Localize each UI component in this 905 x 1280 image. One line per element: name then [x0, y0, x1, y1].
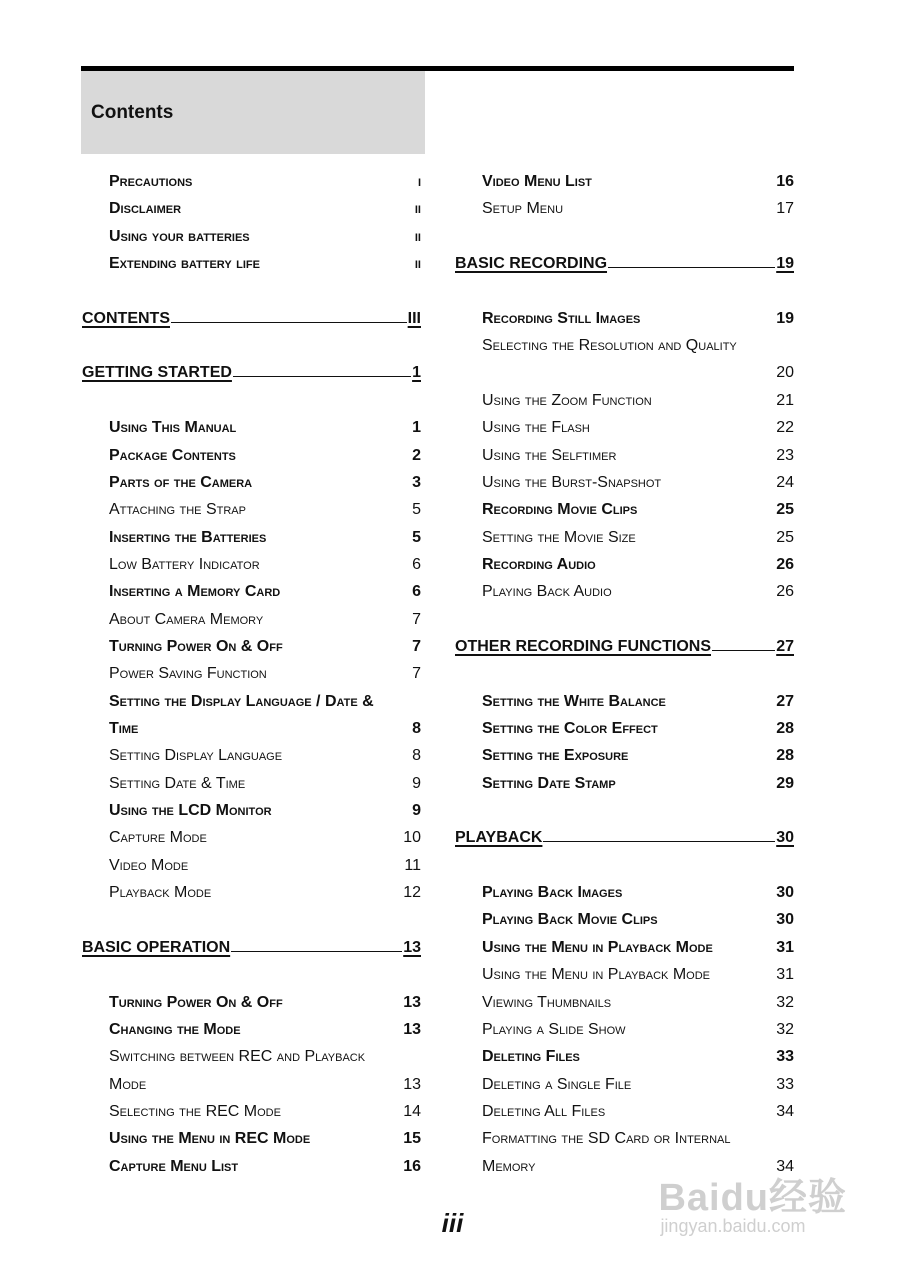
toc-page-number: 32 — [776, 1020, 794, 1038]
toc-page-number: 32 — [776, 993, 794, 1011]
leader-line — [233, 375, 411, 377]
toc-label: Setup Menu — [482, 200, 564, 218]
toc-label: Playing Back Movie Clips — [482, 911, 658, 929]
toc-page-number: 15 — [403, 1130, 421, 1148]
toc-entry[interactable] — [482, 200, 794, 218]
toc-label: About Camera Memory — [109, 610, 264, 628]
toc-section[interactable] — [82, 364, 421, 382]
toc-page-number: i — [417, 173, 421, 190]
toc-label: Using This Manual — [109, 419, 237, 437]
toc-label: Setting the White Balance — [482, 692, 666, 710]
toc-label: Capture Mode — [109, 829, 207, 847]
contents-header — [81, 71, 425, 154]
toc-entry[interactable] — [482, 474, 794, 492]
toc-entry[interactable] — [482, 556, 794, 574]
toc-page-number: 16 — [403, 1157, 421, 1175]
toc-entry[interactable] — [482, 966, 794, 984]
toc-entry[interactable] — [109, 802, 421, 820]
toc-label: Selecting the REC Mode — [109, 1102, 281, 1120]
page-title: Contents — [91, 102, 174, 123]
toc-page-number: 28 — [776, 720, 794, 737]
toc-entry[interactable] — [482, 720, 794, 738]
toc-entry[interactable] — [109, 1076, 421, 1094]
toc-label: Capture Menu List — [109, 1157, 239, 1175]
toc-entry[interactable] — [482, 939, 794, 957]
toc-page-number: 6 — [412, 583, 421, 601]
toc-label: Turning Power On & Off — [109, 993, 283, 1011]
toc-label: Setting the Exposure — [482, 747, 629, 765]
leader-line — [712, 649, 775, 651]
leader-line — [608, 266, 775, 268]
toc-label: Using the Menu in REC Mode — [109, 1130, 311, 1148]
toc-label: Setting Date Stamp — [482, 774, 616, 792]
toc-entry[interactable] — [482, 1130, 794, 1148]
toc-label: Using the Burst-Snapshot — [482, 473, 662, 491]
toc-label: Deleting a Single File — [482, 1075, 632, 1093]
toc-label: Power Saving Function — [109, 665, 267, 683]
toc-label: Using the Selftimer — [482, 446, 617, 464]
toc-label: Deleting Files — [482, 1048, 580, 1066]
toc-page-number: 9 — [412, 774, 421, 792]
toc-entry[interactable] — [109, 720, 421, 738]
toc-page-number: 27 — [776, 692, 794, 710]
toc-label: Video Mode — [109, 856, 189, 874]
toc-page-number: 33 — [776, 1048, 794, 1066]
toc-label: Deleting All Files — [482, 1102, 606, 1120]
toc-label: Playback Mode — [109, 884, 212, 902]
toc-page-number: 19 — [776, 255, 794, 273]
toc-page-number: 5 — [412, 501, 421, 519]
toc-page-number: 11 — [404, 856, 421, 874]
toc-page-number: 34 — [776, 1102, 794, 1120]
toc-label: Setting the Display Language / Date & — [109, 692, 374, 710]
toc-entry[interactable] — [482, 447, 794, 465]
toc-page-number: 7 — [412, 637, 421, 655]
toc-label: Extending battery life — [109, 255, 260, 273]
toc-page-number: 3 — [412, 473, 421, 491]
toc-entry[interactable] — [482, 364, 794, 382]
toc-page-number: 13 — [403, 1020, 421, 1038]
toc-page-number: 30 — [776, 911, 794, 929]
toc-entry[interactable] — [482, 501, 794, 519]
toc-entry[interactable] — [109, 583, 421, 601]
toc-entry[interactable] — [482, 911, 794, 929]
toc-entry[interactable] — [109, 173, 421, 191]
toc-page-number: 23 — [776, 446, 794, 464]
toc-page-number: 19 — [776, 309, 794, 327]
toc-entry[interactable] — [109, 611, 421, 629]
toc-page-number: 21 — [776, 391, 794, 409]
leader-line — [231, 950, 402, 952]
toc-page-number: 10 — [403, 829, 421, 847]
toc-page-number: ii — [414, 227, 421, 245]
toc-label: Using the Zoom Function — [482, 391, 652, 409]
toc-page-number: 20 — [776, 364, 794, 382]
toc-page-number: 2 — [412, 446, 421, 464]
toc-entry[interactable] — [482, 693, 794, 711]
toc-page-number: 25 — [776, 501, 794, 519]
toc-label: GETTING STARTED — [82, 364, 232, 382]
page-number: iii — [441, 1208, 464, 1238]
toc-entry[interactable] — [109, 556, 421, 574]
toc-label: Using the Menu in Playback Mode — [482, 966, 710, 984]
toc-label: BASIC RECORDING — [455, 255, 608, 273]
toc-label: OTHER RECORDING FUNCTIONS — [455, 637, 711, 655]
toc-entry[interactable] — [109, 884, 421, 902]
toc-label: Switching between REC and Playback — [109, 1048, 366, 1066]
toc-label: Formatting the SD Card or Internal — [482, 1130, 731, 1148]
toc-page-number: 13 — [403, 993, 421, 1011]
toc-entry[interactable] — [109, 665, 421, 683]
toc-entry[interactable] — [109, 228, 421, 246]
toc-page-number: ii — [414, 255, 421, 273]
toc-label: PLAYBACK — [455, 829, 543, 847]
toc-entry[interactable] — [482, 419, 794, 437]
toc-page-number: 25 — [776, 528, 794, 546]
toc-label: Setting the Color Effect — [482, 720, 658, 737]
toc-label: Selecting the Resolution and Quality — [482, 337, 737, 355]
watermark — [658, 1166, 847, 1236]
toc-page-number: 5 — [412, 528, 421, 546]
toc-entry[interactable] — [482, 747, 794, 765]
toc-label: Attaching the Strap — [109, 501, 246, 519]
toc-page-number: 31 — [776, 938, 794, 956]
watermark-brand: Baidu经验 — [658, 1177, 847, 1219]
toc-entry[interactable] — [482, 337, 794, 355]
toc-label: Low Battery Indicator — [109, 555, 260, 573]
toc-entry[interactable] — [482, 884, 794, 902]
toc-entry[interactable] — [482, 1021, 794, 1039]
toc-entry[interactable] — [109, 747, 421, 765]
toc-page-number: 6 — [412, 555, 421, 573]
toc-entry[interactable] — [109, 529, 421, 547]
toc-label: Memory — [482, 1157, 536, 1175]
leader-line — [171, 321, 407, 323]
toc-entry[interactable] — [482, 994, 794, 1012]
toc-page-number: 28 — [776, 747, 794, 765]
toc-page-number: III — [407, 309, 421, 327]
toc-label: Setting Display Language — [109, 747, 283, 765]
toc-entry[interactable] — [482, 775, 794, 793]
watermark-site: jingyan.baidu.com — [660, 1216, 806, 1236]
toc-label: Inserting the Batteries — [109, 528, 267, 546]
toc-label: Setting Date & Time — [109, 774, 246, 792]
toc-section[interactable] — [82, 939, 421, 957]
toc-section[interactable] — [455, 255, 794, 273]
toc-label: Precautions — [109, 173, 193, 190]
toc-page-number: 30 — [776, 884, 794, 902]
leader-line — [543, 840, 775, 842]
toc-page-number: 13 — [403, 938, 421, 956]
toc-label: Playing Back Images — [482, 884, 623, 902]
toc-label: Time — [109, 720, 139, 737]
toc-page-number: 34 — [776, 1157, 794, 1175]
toc-label: CONTENTS — [82, 309, 170, 327]
toc-entry[interactable] — [109, 200, 421, 218]
toc-page-number: 9 — [412, 802, 421, 820]
toc-label: Using the Menu in Playback Mode — [482, 938, 713, 956]
toc-entry[interactable] — [109, 1158, 421, 1176]
toc-page-number: 13 — [403, 1075, 421, 1093]
toc-page-number: 1 — [412, 419, 421, 437]
toc-entry[interactable] — [109, 829, 421, 847]
toc-page-number: 12 — [403, 884, 421, 902]
toc-entry[interactable] — [109, 638, 421, 656]
toc-entry[interactable] — [109, 1048, 421, 1066]
toc-page-number: 29 — [776, 774, 794, 792]
toc-entry[interactable] — [109, 1103, 421, 1121]
toc-label: Parts of the Camera — [109, 473, 253, 491]
toc-label: Package Contents — [109, 446, 236, 464]
toc-page-number: 7 — [412, 610, 421, 628]
toc-label: Playing Back Audio — [482, 583, 612, 601]
toc-entry[interactable] — [482, 1076, 794, 1094]
toc-entry[interactable] — [109, 1130, 421, 1148]
toc-entry[interactable] — [109, 447, 421, 465]
toc-label: Inserting a Memory Card — [109, 583, 281, 601]
toc-page-number: 14 — [403, 1102, 421, 1120]
toc-label: BASIC OPERATION — [82, 938, 231, 956]
toc-entry[interactable] — [482, 392, 794, 410]
toc-label: Using the LCD Monitor — [109, 802, 272, 820]
toc-label: Setting the Movie Size — [482, 528, 636, 546]
toc-entry[interactable] — [482, 1048, 794, 1066]
toc-page-number: 8 — [412, 747, 421, 765]
toc-label: Recording Audio — [482, 555, 596, 573]
toc-entry[interactable] — [109, 501, 421, 519]
toc-label: Mode — [109, 1075, 147, 1093]
toc-page-number: 31 — [776, 966, 794, 984]
toc-page-number: 17 — [776, 200, 794, 218]
toc-entry[interactable] — [482, 1103, 794, 1121]
toc-label: Video Menu List — [482, 173, 592, 190]
toc-page-number: 8 — [412, 720, 421, 737]
toc-label: Viewing Thumbnails — [482, 993, 612, 1011]
toc-entry[interactable] — [482, 173, 794, 191]
toc-entry[interactable] — [109, 857, 421, 875]
toc-page-number: 30 — [776, 829, 794, 847]
toc-page-number: 7 — [412, 665, 421, 683]
toc-page-number: 26 — [776, 555, 794, 573]
toc-section[interactable] — [455, 638, 794, 656]
toc-entry[interactable] — [109, 474, 421, 492]
toc-page-number: 27 — [776, 637, 794, 655]
toc-entry[interactable] — [109, 1021, 421, 1039]
toc-entry[interactable] — [482, 529, 794, 547]
toc-entry[interactable] — [109, 994, 421, 1012]
toc-entry[interactable] — [109, 693, 421, 711]
toc-page-number: 1 — [412, 364, 421, 382]
toc-label: Using your batteries — [109, 227, 250, 245]
toc-section[interactable] — [82, 310, 421, 328]
toc-page-number: 26 — [776, 583, 794, 601]
toc-label: Playing a Slide Show — [482, 1020, 626, 1038]
toc-entry[interactable] — [482, 583, 794, 601]
toc-entry[interactable] — [109, 775, 421, 793]
toc-label: Using the Flash — [482, 419, 590, 437]
toc-entry[interactable] — [482, 310, 794, 328]
toc-page-number: 24 — [776, 473, 794, 491]
toc-section[interactable] — [455, 829, 794, 847]
toc-page-number: 33 — [776, 1075, 794, 1093]
toc-entry[interactable] — [109, 255, 421, 273]
toc-label: Disclaimer — [109, 200, 182, 218]
toc-entry[interactable] — [109, 419, 421, 437]
toc-label: Changing the Mode — [109, 1020, 241, 1038]
toc-page-number: 22 — [776, 419, 794, 437]
toc-page-number: 16 — [776, 173, 794, 190]
toc-label: Recording Still Images — [482, 309, 641, 327]
toc-page-number: ii — [414, 200, 421, 218]
toc-label: Turning Power On & Off — [109, 637, 283, 655]
toc-label: Recording Movie Clips — [482, 501, 638, 519]
